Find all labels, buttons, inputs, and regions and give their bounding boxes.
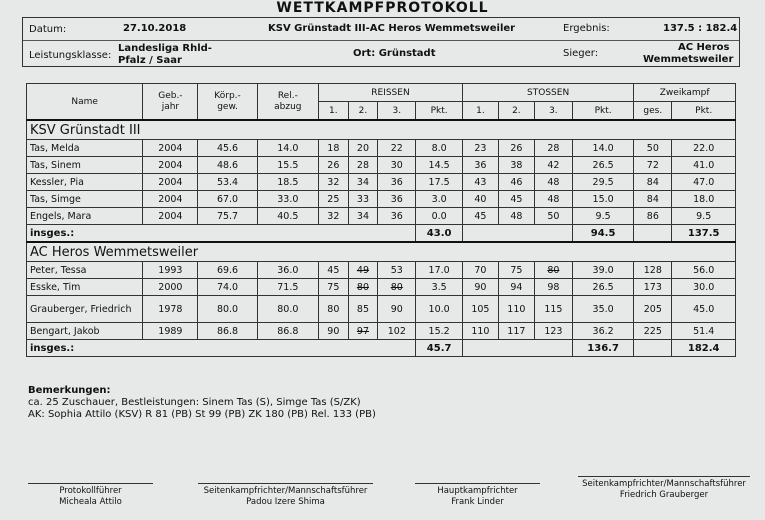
athlete-row [27,296,736,323]
cell-tot: 50 [634,140,672,157]
col-c2: 2. [498,102,534,121]
cell-ded: 15.5 [257,157,318,174]
cell-c2: 48 [498,208,534,225]
cell-tot: 86 [634,208,672,225]
date-value: 27.10.2018 [123,23,187,34]
cell-sp: 17.5 [416,174,463,191]
cj-total: 94.5 [572,225,633,243]
team-total-row [27,225,736,243]
cell-s3: 90 [378,296,416,323]
signature-role: Protokollführer [59,486,122,496]
cell-ded: 14.0 [257,140,318,157]
cell-ded: 33.0 [257,191,318,208]
cell-c2: 45 [498,191,534,208]
cell-c3: 115 [534,296,572,323]
cell-s1: 90 [319,323,349,340]
place-label: Ort: Grünstadt [353,48,436,59]
team-total-row [27,340,736,357]
cell-tot: 84 [634,174,672,191]
cell-s1: 25 [319,191,349,208]
cell-c1: 90 [462,279,498,296]
match-title: KSV Grünstadt III-AC Heros Wemmetsweiler [268,23,516,34]
class-line2: Pfalz / Saar [118,55,182,66]
cell-s2: 85 [348,296,378,323]
cell-tp: 51.4 [672,323,736,340]
col-name: Name [27,84,143,121]
cell-year: 2004 [143,174,198,191]
athlete-name: Tas, Sinem [27,157,143,174]
cell-tp: 22.0 [672,140,736,157]
header-box [22,17,740,67]
cell-s3: 22 [378,140,416,157]
cell-s1: 75 [319,279,349,296]
spacer [634,225,672,243]
cell-sp: 10.0 [416,296,463,323]
winner-line2: Wemmetsweiler [643,54,734,65]
cell-tp: 30.0 [672,279,736,296]
signature-role: Seitenkampfrichter/Mannschaftsführer [203,486,368,496]
cell-c2: 26 [498,140,534,157]
cell-s2: 28 [348,157,378,174]
cell-tp: 45.0 [672,296,736,323]
winner-line1: AC Heros [678,42,730,53]
cell-sp: 17.0 [416,262,463,279]
cell-year: 2004 [143,191,198,208]
cell-s2: 97 [348,323,378,340]
cell-cp: 14.0 [572,140,633,157]
col-bodyweight: Körp.- gew. [198,84,257,121]
signature-name: Friedrich Grauberger [619,490,709,500]
signature-role: Seitenkampfrichter/Mannschaftsführer [582,479,746,489]
col-s2: 2. [348,102,378,121]
cell-tot: 205 [634,296,672,323]
cell-year: 2004 [143,140,198,157]
cell-year: 2000 [143,279,198,296]
cell-sp: 8.0 [416,140,463,157]
athlete-row [27,174,736,191]
cell-s3: 36 [378,208,416,225]
cell-tp: 56.0 [672,262,736,279]
winner-label: Sieger: [563,48,599,59]
result-value: 137.5 : 182.4 [663,23,738,34]
col-tp: Pkt. [672,102,736,121]
signature-side-judge-2 [578,476,750,501]
athlete-name: Tas, Melda [27,140,143,157]
cell-c2: 94 [498,279,534,296]
cell-s1: 32 [319,174,349,191]
cell-bw: 74.0 [198,279,257,296]
class-line1: Landesliga Rhld- [118,43,212,54]
cell-sp: 0.0 [416,208,463,225]
total-label: insges.: [27,225,416,243]
cell-s1: 18 [319,140,349,157]
cell-cp: 36.2 [572,323,633,340]
cell-c1: 36 [462,157,498,174]
signature-name: Micheala Attilo [59,497,122,507]
remarks-line1: ca. 25 Zuschauer, Bestleistungen: Sinem Tas (S), Simge Tas (S/ZK) [28,397,361,408]
col-s3: 3. [378,102,416,121]
col-total: Zweikampf [634,84,736,102]
cell-s3: 80 [378,279,416,296]
remarks [28,385,376,421]
class-label: Leistungsklasse: [29,50,112,61]
grand-total: 182.4 [672,340,736,357]
athlete-name: Esske, Tim [27,279,143,296]
cell-cp: 26.5 [572,157,633,174]
athlete-row [27,262,736,279]
cell-c3: 123 [534,323,572,340]
snatch-total: 43.0 [416,225,463,243]
col-s1: 1. [319,102,349,121]
athlete-name: Kessler, Pia [27,174,143,191]
cell-c1: 105 [462,296,498,323]
total-label: insges.: [27,340,416,357]
cell-year: 1989 [143,323,198,340]
date-label: Datum: [29,24,67,35]
cell-s2: 49 [348,262,378,279]
signature-name: Frank Linder [451,497,504,507]
cell-c3: 42 [534,157,572,174]
remarks-line2: AK: Sophia Attilo (KSV) R 81 (PB) St 99 (PB) ZK 180 (PB) Rel. 133 (PB) [28,409,376,420]
athlete-name: Tas, Simge [27,191,143,208]
athlete-name: Engels, Mara [27,208,143,225]
signature-head-judge [415,483,540,508]
cell-ded: 80.0 [257,296,318,323]
cell-s3: 102 [378,323,416,340]
cj-total: 136.7 [572,340,633,357]
cell-tp: 41.0 [672,157,736,174]
cell-year: 2004 [143,208,198,225]
cell-c1: 23 [462,140,498,157]
cell-bw: 48.6 [198,157,257,174]
col-sp: Pkt. [416,102,463,121]
cell-c1: 70 [462,262,498,279]
cell-c3: 80 [534,262,572,279]
cell-tp: 47.0 [672,174,736,191]
cell-s2: 80 [348,279,378,296]
cell-tp: 9.5 [672,208,736,225]
col-cj: STOSSEN [462,84,633,102]
cell-c3: 48 [534,174,572,191]
cell-sp: 15.2 [416,323,463,340]
cell-cp: 29.5 [572,174,633,191]
cell-c3: 98 [534,279,572,296]
result-label: Ergebnis: [563,23,610,34]
cell-ded: 86.8 [257,323,318,340]
cell-ded: 36.0 [257,262,318,279]
col-snatch: REISSEN [319,84,463,102]
cell-bw: 45.6 [198,140,257,157]
cell-ded: 40.5 [257,208,318,225]
athlete-row [27,208,736,225]
cell-sp: 14.5 [416,157,463,174]
results-table [26,83,736,357]
athlete-row [27,140,736,157]
cell-cp: 35.0 [572,296,633,323]
col-cp: Pkt. [572,102,633,121]
cell-sp: 3.0 [416,191,463,208]
cell-tot: 128 [634,262,672,279]
cell-cp: 26.5 [572,279,633,296]
cell-cp: 15.0 [572,191,633,208]
cell-c2: 75 [498,262,534,279]
col-deduction: Rel.- abzug [257,84,318,121]
athlete-row [27,279,736,296]
cell-s1: 26 [319,157,349,174]
cell-tot: 173 [634,279,672,296]
col-c1: 1. [462,102,498,121]
col-c3: 3. [534,102,572,121]
signature-name: Padou Izere Shima [246,497,325,507]
cell-s1: 45 [319,262,349,279]
cell-tot: 84 [634,191,672,208]
cell-tp: 18.0 [672,191,736,208]
athlete-name: Bengart, Jakob [27,323,143,340]
athlete-row [27,157,736,174]
cell-year: 1978 [143,296,198,323]
cell-c3: 50 [534,208,572,225]
cell-bw: 67.0 [198,191,257,208]
cell-bw: 53.4 [198,174,257,191]
team-header: AC Heros Wemmetsweiler [27,242,736,262]
cell-cp: 9.5 [572,208,633,225]
cell-s2: 34 [348,208,378,225]
signature-protocol [28,483,153,508]
cell-year: 1993 [143,262,198,279]
cell-c2: 38 [498,157,534,174]
cell-c2: 117 [498,323,534,340]
cell-tot: 72 [634,157,672,174]
athlete-row [27,191,736,208]
cell-s2: 34 [348,174,378,191]
cell-s3: 53 [378,262,416,279]
cell-s3: 36 [378,191,416,208]
grand-total: 137.5 [672,225,736,243]
cell-s2: 33 [348,191,378,208]
cell-s3: 36 [378,174,416,191]
athlete-name: Peter, Tessa [27,262,143,279]
cell-c3: 48 [534,191,572,208]
cell-c1: 110 [462,323,498,340]
spacer [462,340,572,357]
cell-bw: 80.0 [198,296,257,323]
signature-side-judge-1 [198,483,373,508]
cell-s3: 30 [378,157,416,174]
cell-s1: 80 [319,296,349,323]
cell-c2: 46 [498,174,534,191]
spacer [462,225,572,243]
team-header: KSV Grünstadt III [27,120,736,140]
cell-c1: 45 [462,208,498,225]
cell-c3: 28 [534,140,572,157]
cell-bw: 69.6 [198,262,257,279]
cell-tot: 225 [634,323,672,340]
col-ges: ges. [634,102,672,121]
cell-c1: 40 [462,191,498,208]
cell-bw: 86.8 [198,323,257,340]
cell-year: 2004 [143,157,198,174]
cell-s1: 32 [319,208,349,225]
spacer [634,340,672,357]
cell-c2: 110 [498,296,534,323]
signature-role: Hauptkampfrichter [437,486,518,496]
cell-s2: 20 [348,140,378,157]
cell-bw: 75.7 [198,208,257,225]
remarks-label: Bemerkungen: [28,385,111,396]
cell-c1: 43 [462,174,498,191]
athlete-name: Grauberger, Friedrich [27,296,143,323]
col-birth: Geb.- jahr [143,84,198,121]
snatch-total: 45.7 [416,340,463,357]
athlete-row [27,323,736,340]
page-title: WETTKAMPFPROTOKOLL [276,0,489,16]
cell-ded: 71.5 [257,279,318,296]
cell-cp: 39.0 [572,262,633,279]
cell-ded: 18.5 [257,174,318,191]
cell-sp: 3.5 [416,279,463,296]
